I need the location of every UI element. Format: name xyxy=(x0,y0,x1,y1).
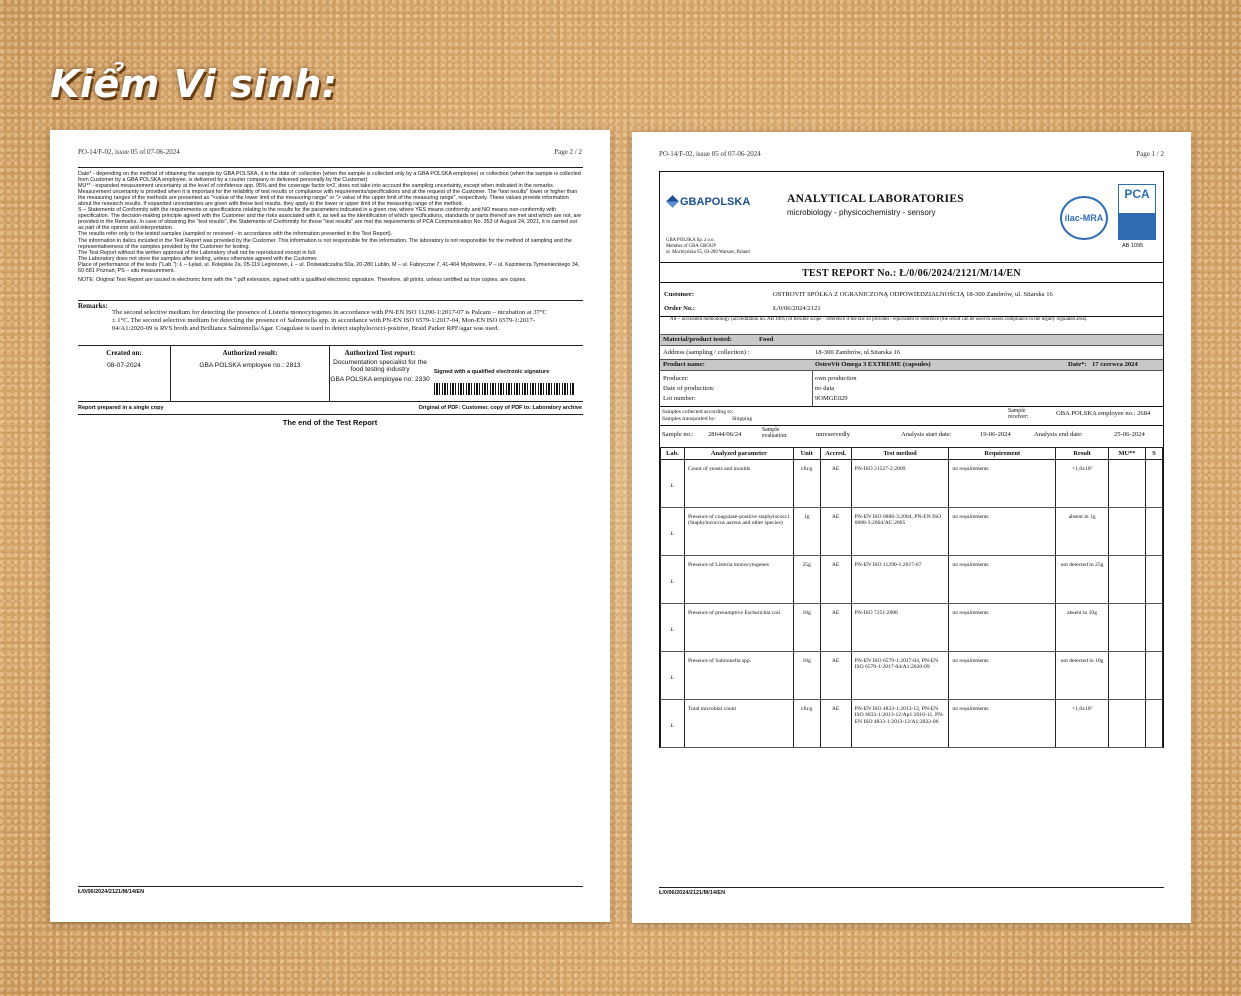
unit-cell: cfu/g xyxy=(793,700,820,748)
lot-label: Lot number: xyxy=(663,395,696,402)
divider xyxy=(660,425,1163,426)
result-cell: absent in 1g xyxy=(1056,508,1109,556)
sample-no-value: 28644/06/24 xyxy=(708,431,742,438)
authorized-report-employee: GBA POLSKA employee no: 2330 xyxy=(330,375,430,383)
conformity-cell xyxy=(1145,556,1162,604)
lab-cell: Ł xyxy=(661,652,685,700)
logo-text: GBAPOLSKA xyxy=(680,196,751,208)
analysis-end-label: Analysis end date: xyxy=(1034,431,1083,438)
result-cell: not detected in 10g xyxy=(1056,652,1109,700)
authorized-result-value: GBA POLSKA employee no.: 2813 xyxy=(199,362,301,369)
requirement-cell: no requirements xyxy=(949,556,1056,604)
note-date: Date* - depending on the method of obtaining the sample by GBA POLSKA, it is the date of: collection (when the sample is collected only by a GBA POLSKA employee) or collection (when the sample is collected from Customer by a GBA POLSKA employee, is delivered by a courier company or delivered personally by the Customer) xyxy=(78,171,581,184)
note-places: Place of performance of the tests ("Lab."): Ł – Łęłaś, ul. Kolejskie 2a, 05-119 Legionowo, L – ul. Doświadczalna 50a, 20-280 Lublin, M – ul. Fabryczne 7, 41-404 Mysłowice, P – ul. Kazimierza Tymienieckiego 34, 60-581 Poznań, PS – situ measurement. xyxy=(78,261,580,274)
accred-cell: AE xyxy=(820,604,851,652)
unit-cell: 10g xyxy=(793,652,820,700)
lab-cell: Ł xyxy=(661,700,685,748)
conformity-cell xyxy=(1145,652,1162,700)
column-header: Lab. xyxy=(661,448,685,460)
method-cell: PN-EN ISO 4833-1:2013-12, PN-EN ISO 4833-1:2013-12/Ap1:2016-11, PN-EN ISO 4833-1:2013-12/A1:2022-06 xyxy=(851,700,949,748)
column-header: Unit xyxy=(793,448,820,460)
signature-text: Signed with a qualified electronic signature xyxy=(434,369,550,375)
sample-date-label: Date*: xyxy=(1068,361,1087,368)
material-value: Food xyxy=(759,336,774,343)
pca-accreditation-logo xyxy=(1118,184,1156,240)
form-code: PO-14/F-02, issue 05 of 07-06-2024 xyxy=(659,150,761,158)
created-on-title: Created on: xyxy=(106,349,142,357)
evaluation-value: unreservedly xyxy=(816,431,851,438)
address-line: ul. Mochtyńska 65, 03-289 Warsaw, Poland xyxy=(666,249,750,255)
conformity-cell xyxy=(1145,604,1162,652)
remarks-text: The second selective medium for detecting the presence of Listeria monocytogenes in accordance with PN-EN ISO 11290-1:2017-07 is Palcam – incubation at 37°C ± 1°C. The second selective medium for detecting the presence of Salmonella spp. in accordance with PN-EN ISO 6579-1:2017-04, Mon-EN ISO 6579-1:2017-04/A1:2020-09 is RVS broth and Brilliance Salmonella/Agar. Coagulase is used to detect staphylococci-positive, Braid Parker RPF/agar was used. xyxy=(112,309,547,332)
mu-cell xyxy=(1109,652,1146,700)
accred-cell: AE xyxy=(820,460,851,508)
column-header: Analyzed parameter xyxy=(684,448,793,460)
production-date-label: Date of production: xyxy=(663,385,715,392)
mu-cell xyxy=(1109,556,1146,604)
method-cell: PN-EN ISO 6579-1:2017-04, PN-EN ISO 6579-1:2017-04/A1:2020-09 xyxy=(851,652,949,700)
table-header-row xyxy=(661,448,1163,460)
transported-value: Shipping xyxy=(732,416,753,422)
evaluation-label: Sample evaluation: xyxy=(762,427,788,440)
accred-cell: AE xyxy=(820,700,851,748)
customer-value: OSTROVIT SPÓŁKA Z OGRANICZONĄ ODPOWIEDZIALNOŚCIĄ 18-300 Zambrów, ul. Sitarska 16 xyxy=(773,291,1053,298)
material-label: Material/product tested: xyxy=(663,336,732,343)
result-cell: not detected in 25g xyxy=(1056,556,1109,604)
method-cell: PN-EN ISO 11290-1:2017-07 xyxy=(851,556,949,604)
accreditation-number: AB 1095 xyxy=(1122,243,1144,249)
parameter-cell: Presence of coagulase-positive staphylococci (Staphylococcus aureus and other species) xyxy=(684,508,793,556)
collected-label: Samples collected according to: xyxy=(662,409,734,415)
parameter-cell: Count of yeasts and moulds xyxy=(684,460,793,508)
unit-cell: cfu/g xyxy=(793,460,820,508)
note-reproduction: The Test Report without the written approval of the Laboratory shall not be reproduced except in full. xyxy=(78,249,317,256)
report-code-footer: Ł/0/06/2024/2121/M/14/EN xyxy=(78,889,145,895)
footer-right: Original of PDF: Customer, copy of PDF to: Laboratory archive xyxy=(418,405,582,411)
divider xyxy=(659,887,1164,888)
result-cell: <1,0x10¹ xyxy=(1056,700,1109,748)
remarks-label: Remarks: xyxy=(78,302,108,310)
lab-subtitle: microbiology - physicochemistry - sensory xyxy=(787,208,936,217)
order-label: Order No.: xyxy=(664,305,696,312)
accred-cell: AE xyxy=(820,556,851,604)
requirement-cell: no requirements xyxy=(949,604,1056,652)
divider xyxy=(660,262,1163,263)
lab-title: ANALYTICAL LABORATORIES xyxy=(787,193,965,205)
sampling-address-label: Address (sampling / collection) : xyxy=(663,349,750,356)
column-header: MU** xyxy=(1109,448,1146,460)
form-code: PO-14/F-02, issue 05 of 07-06-2024 xyxy=(78,148,180,156)
table-row xyxy=(661,700,1163,748)
unit-cell: 10g xyxy=(793,604,820,652)
lab-cell: Ł xyxy=(661,556,685,604)
divider xyxy=(78,886,583,887)
column-header: Test method xyxy=(851,448,949,460)
customer-label: Customer: xyxy=(664,291,695,298)
mu-cell xyxy=(1109,700,1146,748)
analysis-start-value: 19-06-2024 xyxy=(980,431,1011,438)
address-line: GBA POLSKA Sp. z o.o. xyxy=(666,238,715,243)
order-value: Ł/0/06/2024/2121 xyxy=(773,305,821,312)
page-number: Page 1 / 2 xyxy=(1136,150,1164,158)
table-row xyxy=(661,460,1163,508)
report-page-1 xyxy=(632,132,1191,923)
unit-cell: 1g xyxy=(793,508,820,556)
analysis-end-value: 25-06-2024 xyxy=(1114,431,1145,438)
authorized-report-role: Documentation specialist for the food testing industry xyxy=(333,359,427,373)
lab-cell: Ł xyxy=(661,508,685,556)
conformity-cell xyxy=(1145,700,1162,748)
lab-cell: Ł xyxy=(661,460,685,508)
producer-label: Producer: xyxy=(663,375,689,382)
report-code-footer: Ł/0/06/2024/2121/M/14/EN xyxy=(659,890,726,896)
table-row xyxy=(661,508,1163,556)
table-row xyxy=(661,604,1163,652)
pca-logo-text: PCA xyxy=(1124,187,1150,201)
table-row xyxy=(661,652,1163,700)
footer-left: Report prepared in a single copy xyxy=(78,405,164,411)
company-address xyxy=(666,238,750,255)
analysis-start-label: Analysis start date: xyxy=(901,431,952,438)
page-heading: Kiểm Vi sinh: xyxy=(50,62,338,106)
accred-cell: AE xyxy=(820,508,851,556)
sample-no-label: Sample no.: xyxy=(662,431,694,438)
note-results: The results refer only to the tested samples (sampled or received - in accordance with the information presented in the Test Report). xyxy=(78,231,393,238)
divider xyxy=(78,300,583,301)
column-header: Accred. xyxy=(820,448,851,460)
product-label: Product name: xyxy=(663,361,705,368)
method-cell: PN-ISO 21527-2:2009 xyxy=(851,460,949,508)
parameter-cell: Total microbial count xyxy=(684,700,793,748)
production-date-value: no data xyxy=(815,385,835,392)
signature-barcode xyxy=(434,383,574,395)
footnotes xyxy=(78,171,583,283)
requirement-cell: no requirements xyxy=(949,700,1056,748)
ilac-mra-seal: ilac-MRA xyxy=(1060,196,1108,240)
authorized-result-cell xyxy=(171,346,329,402)
requirement-cell: no requirements xyxy=(949,460,1056,508)
accreditation-note: All ~ accredited methodology (accreditation no. AB 1095) of flexible scope – reference if the law so provides / equivalent to reference (the result can be used to assess compliance in the legally regulated area). xyxy=(670,317,1088,322)
mu-cell xyxy=(1109,460,1146,508)
receiver-value: GBA POLSKA employee no.: 2684 xyxy=(1056,410,1151,417)
unit-cell: 25g xyxy=(793,556,820,604)
signature-table xyxy=(78,345,583,402)
authorized-report-title: Authorized Test report: xyxy=(344,349,416,357)
company-logo xyxy=(668,196,750,208)
note-mu: MU** - expanded measurement uncertainty at the level of confidence app. 95% and the coverage factor k=2, does not take into account the sampling uncertainty, except when indicated in the remarks. Measurement uncertainty is provided when it is important for the reliability of test results or compliance with requirements/specifications and at the request of the Customer. The "test results" lower or higher than the measuring ranges of the methods are presented as "<value of the lower limit of the measuring range" or "> value of the upper limit of the measuring range", respectively. These values provide information about the research results. If expanded uncertainties are given with these test results, they apply to the lower or upper limit of the measuring range of the method. xyxy=(78,183,578,208)
page-number: Page 2 / 2 xyxy=(554,148,582,156)
parameter-cell: Presence of Salmonella spp. xyxy=(684,652,793,700)
report-number: TEST REPORT No.: Ł/0/06/2024/2121/M/14/EN xyxy=(802,268,1021,279)
note-storage: The Laboratory does not store the samples after testing, unless otherwise agreed with the Customer. xyxy=(78,255,319,262)
created-on-cell xyxy=(78,346,170,402)
mu-cell xyxy=(1109,604,1146,652)
divider xyxy=(812,371,813,407)
transported-label: Samples transported by: xyxy=(662,416,717,422)
authorized-report-cell xyxy=(330,346,430,402)
result-cell: <1,0x10¹ xyxy=(1056,460,1109,508)
column-header: Requirement xyxy=(949,448,1056,460)
column-header: S xyxy=(1145,448,1162,460)
result-cell: absent in 10g xyxy=(1056,604,1109,652)
note-conformity: S – Statements of Conformity with the requirements or specifications relating to the results for the parameters indicated in a given row, where YES means conformity and NO means non-conformity with specification. The decision-making principle agreed with the Customer and the risks associated with it, as well as the identification of which specifications, standards or parts thereof are met and which are not, are provided in the Remarks. In case of obtaining the "test results", the Statements of Conformity for those "test results" are met the requirements of PCA Communication No. 353 of August 24, 2021, it is carried out as part of the opinion and interpretation. xyxy=(78,207,582,232)
column-header: Result xyxy=(1056,448,1109,460)
method-cell: PN-EN ISO 6888-3:2004, PN-EN ISO 6888-3:2004/AC:2005 xyxy=(851,508,949,556)
divider xyxy=(660,282,1163,283)
authorized-result-title: Authorized result: xyxy=(222,349,278,357)
material-band xyxy=(660,334,1163,346)
divider xyxy=(660,406,1163,407)
parameter-cell: Presence of presumptive Escherichia coli xyxy=(684,604,793,652)
note-electronic: NOTE: Original Test Report are issued in electronic form with the *.pdf extension, signed with a qualified electronic signature. Therefore, all prints, unless certified as true copies, are copies. xyxy=(78,276,527,283)
producer-value: own production xyxy=(815,375,857,382)
conformity-cell xyxy=(1145,460,1162,508)
report-frame xyxy=(659,171,1164,748)
end-of-report: The end of the Test Report xyxy=(282,418,378,427)
divider xyxy=(78,167,583,168)
report-page-2 xyxy=(50,130,610,922)
note-italics: The information in italics included in the Test Report was provided by the Customer. This information is not responsible for this information. The laboratory is not responsible for the method of sampling and the representativeness of the samples provided by the Customer for testing. xyxy=(78,237,572,250)
divider xyxy=(78,414,583,415)
accred-cell: AE xyxy=(820,652,851,700)
parameter-cell: Presence of Listeria monocytogenes xyxy=(684,556,793,604)
lot-value: 9OMGE029 xyxy=(815,395,848,402)
created-on-value: 08-07-2024 xyxy=(107,362,141,369)
method-cell: PN-ISO 7251:2006 xyxy=(851,604,949,652)
address-line: Member of GBA GROUP xyxy=(666,243,716,249)
requirement-cell: no requirements xyxy=(949,508,1056,556)
requirement-cell: no requirements xyxy=(949,652,1056,700)
product-value: OstroVit Omega 3 EXTREME (capsules) xyxy=(815,361,931,368)
results-table xyxy=(660,447,1163,748)
receiver-label: Sample receiver: xyxy=(1008,408,1029,421)
sample-date-value: 17 czerwca 2024 xyxy=(1092,361,1138,368)
table-row xyxy=(661,556,1163,604)
pca-logo-band xyxy=(1119,213,1155,239)
conformity-cell xyxy=(1145,508,1162,556)
mu-cell xyxy=(1109,508,1146,556)
lab-cell: Ł xyxy=(661,604,685,652)
sampling-address-value: 18-300 Zambrów, ul.Sitarska 16 xyxy=(815,349,901,356)
logo-mark-icon xyxy=(666,195,679,208)
